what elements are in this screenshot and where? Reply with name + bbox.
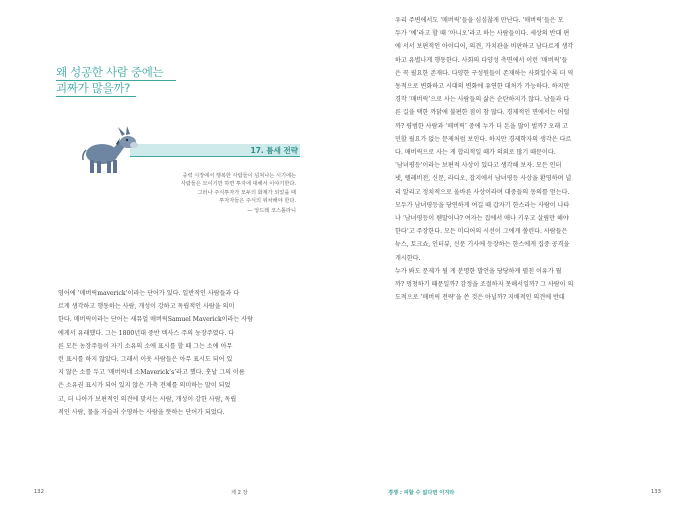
chapter-title-line: 괴짜가 많을까? <box>56 81 131 95</box>
body-line: 다. 매버릭으로 사는 게 합리적일 때가 의외로 많기 때문이다. <box>395 149 556 157</box>
body-line: 나 ‘남녀평등이 웬말이냐? 여자는 집에서 애나 키우고 살림만 해야 <box>395 215 569 223</box>
left-body-text <box>58 287 304 419</box>
body-line: 런 표시를 하지 않았다. 그래서 이웃 사람들은 아무 표시도 되어 있 <box>58 356 233 364</box>
body-line: 모두가 남녀평등을 당연하게 여길 때 갑자기 한스라는 사람이 나타 <box>395 201 570 209</box>
body-line: 른 길을 택한 까닭에 불편한 점이 참 많다. 경제적인 면에서는 어떨 <box>395 109 570 117</box>
body-line: 지 않은 소를 두고 ‘매버릭네 소Maverick’s’라고 했다. 훗날 그의 이름 <box>58 369 245 377</box>
body-line: 경작 ‘매버릭’으로 사는 사람들의 삶은 순탄하지가 않다. 남들과 다 <box>395 96 570 104</box>
body-line: 영어에 ‘매버릭maverick’이라는 단어가 있다. 일반적인 사람들과 다 <box>58 290 240 297</box>
epigraph-line: 그러나 주식투자가 모두의 화제가 되었을 때 <box>197 189 296 196</box>
title-underline <box>56 96 136 97</box>
body-line: 에게서 유래했다. 그는 1800년대 중반 텍사스 주의 농장주였다. 다 <box>58 329 235 337</box>
body-line: 은 소유권 표시가 되어 있지 않은 가축 전체를 의미하는 말이 되었 <box>58 382 231 390</box>
running-footer-section <box>388 489 454 496</box>
body-line: 고, 더 나아가 보편적인 의견에 맞서는 사람, 개성이 강한 사람, 독립 <box>58 395 237 403</box>
body-line: 한다’고 주장한다. 모든 미디어의 시선이 그에게 쏠린다. 사람들은 <box>395 228 568 236</box>
body-line: 민할 필요가 없는 문제처럼 보인다. 하지만 경제학자의 생각은 다르 <box>395 135 572 143</box>
body-line: 하고 유별나게 행동한다. 사회의 다양성 측면에서 이런 ‘매버릭’들 <box>395 56 568 64</box>
body-line: 른 모든 농장주들이 자기 소유의 소에 표시를 할 때 그는 소에 아무 <box>58 342 233 350</box>
body-line: ‘남녀평등’이라는 보편적 사상이 있다고 생각해 보자. 모든 인터 <box>395 162 562 170</box>
body-line: 개시한다. <box>395 254 421 262</box>
running-footer-chapter: 제 2 장 <box>231 490 248 496</box>
body-line: 리 알리고 정치적으로 올바른 사상이라며 대중들의 동의를 얻는다. <box>395 188 570 196</box>
body-line: 적인 사람, 물을 거슬러 수영하는 사람을 뜻하는 단어가 되었다. <box>58 408 225 416</box>
body-line: 까? 평범한 사람과 ‘매버릭’ 중에 누가 더 돈을 많이 벌까? 오래 고 <box>395 122 568 130</box>
epigraph-line: 투자자들은 주식의 위차해야 한다. <box>219 198 296 205</box>
body-line: 은 꼭 필요한 존재다. 다양한 구성원들이 존재하는 사회일수록 더 역 <box>395 69 574 77</box>
donkey-icon <box>80 126 142 178</box>
title-underline <box>56 80 176 81</box>
body-line: 뉴스, 토크쇼, 인터뷰, 신문 기사에 등장하는 한스에게 집중 공격을 <box>395 241 570 249</box>
running-footer-section-label: 경쟁 : 피할 수 없다면 이겨라 <box>388 490 455 496</box>
body-line: 에 서서 보편적인 아이디어, 의견, 가치관을 비판하고 남다르게 생각 <box>395 43 574 51</box>
body-line: 르게 생각하고 행동하는 사람, 개성이 강하고 독립적인 사람을 의미 <box>58 303 235 311</box>
epigraph-line: 사람들은 모이기만 하면 투자에 대해서 이야기한다. <box>180 181 296 188</box>
body-line: 누가 봐도 문제가 될 게 분명한 발언을 당당하게 펼친 이유가 뭘 <box>395 267 562 275</box>
body-line: 한다. 매버릭이라는 단어는 새뮤얼 매버릭Samuel Maverick이라는 사람 <box>58 316 254 324</box>
body-line: 넷, 텔레비전, 신문, 라디오, 잡지에서 남녀평등 사상을 환영하며 널 <box>395 175 572 183</box>
body-line: 두가 ‘예’라고 할 때 ‘아니오’라고 하는 사람들이다. 세상의 반대 편 <box>395 30 570 38</box>
section-tag-rule <box>130 156 300 157</box>
epigraph <box>56 172 296 215</box>
body-line: 까? 멍청하기 때문일까? 감정을 조절하지 못해서일까? 그 사람이 의 <box>395 281 574 289</box>
body-line: 도적으로 ‘매버릭 전략’을 쓴 것은 아닐까? 지배적인 의견에 반대 <box>395 294 565 302</box>
chapter-title-line: 왜 성공한 사람 중에는 <box>56 65 164 79</box>
page-number: 133 <box>651 489 661 495</box>
right-page <box>350 0 700 518</box>
right-body-text <box>395 14 647 304</box>
body-line: 우리 주변에서도 ‘매버릭’들을 심심찮게 만난다. ‘매버릭’들은 모 <box>395 17 564 24</box>
section-tag: 17. 튬새 전략 <box>250 146 298 155</box>
body-line: 동적으로 변화하고 시대의 변화에 유연한 대처가 가능하다. 하지만 <box>395 83 570 91</box>
epigraph-attribution: — 앙드레 코스톨라니 <box>247 207 296 214</box>
page-number: 132 <box>34 489 44 495</box>
epigraph-line: 중력 시장에서 행복한 사람들이 넘쳐나는 시기에는 <box>182 173 296 179</box>
